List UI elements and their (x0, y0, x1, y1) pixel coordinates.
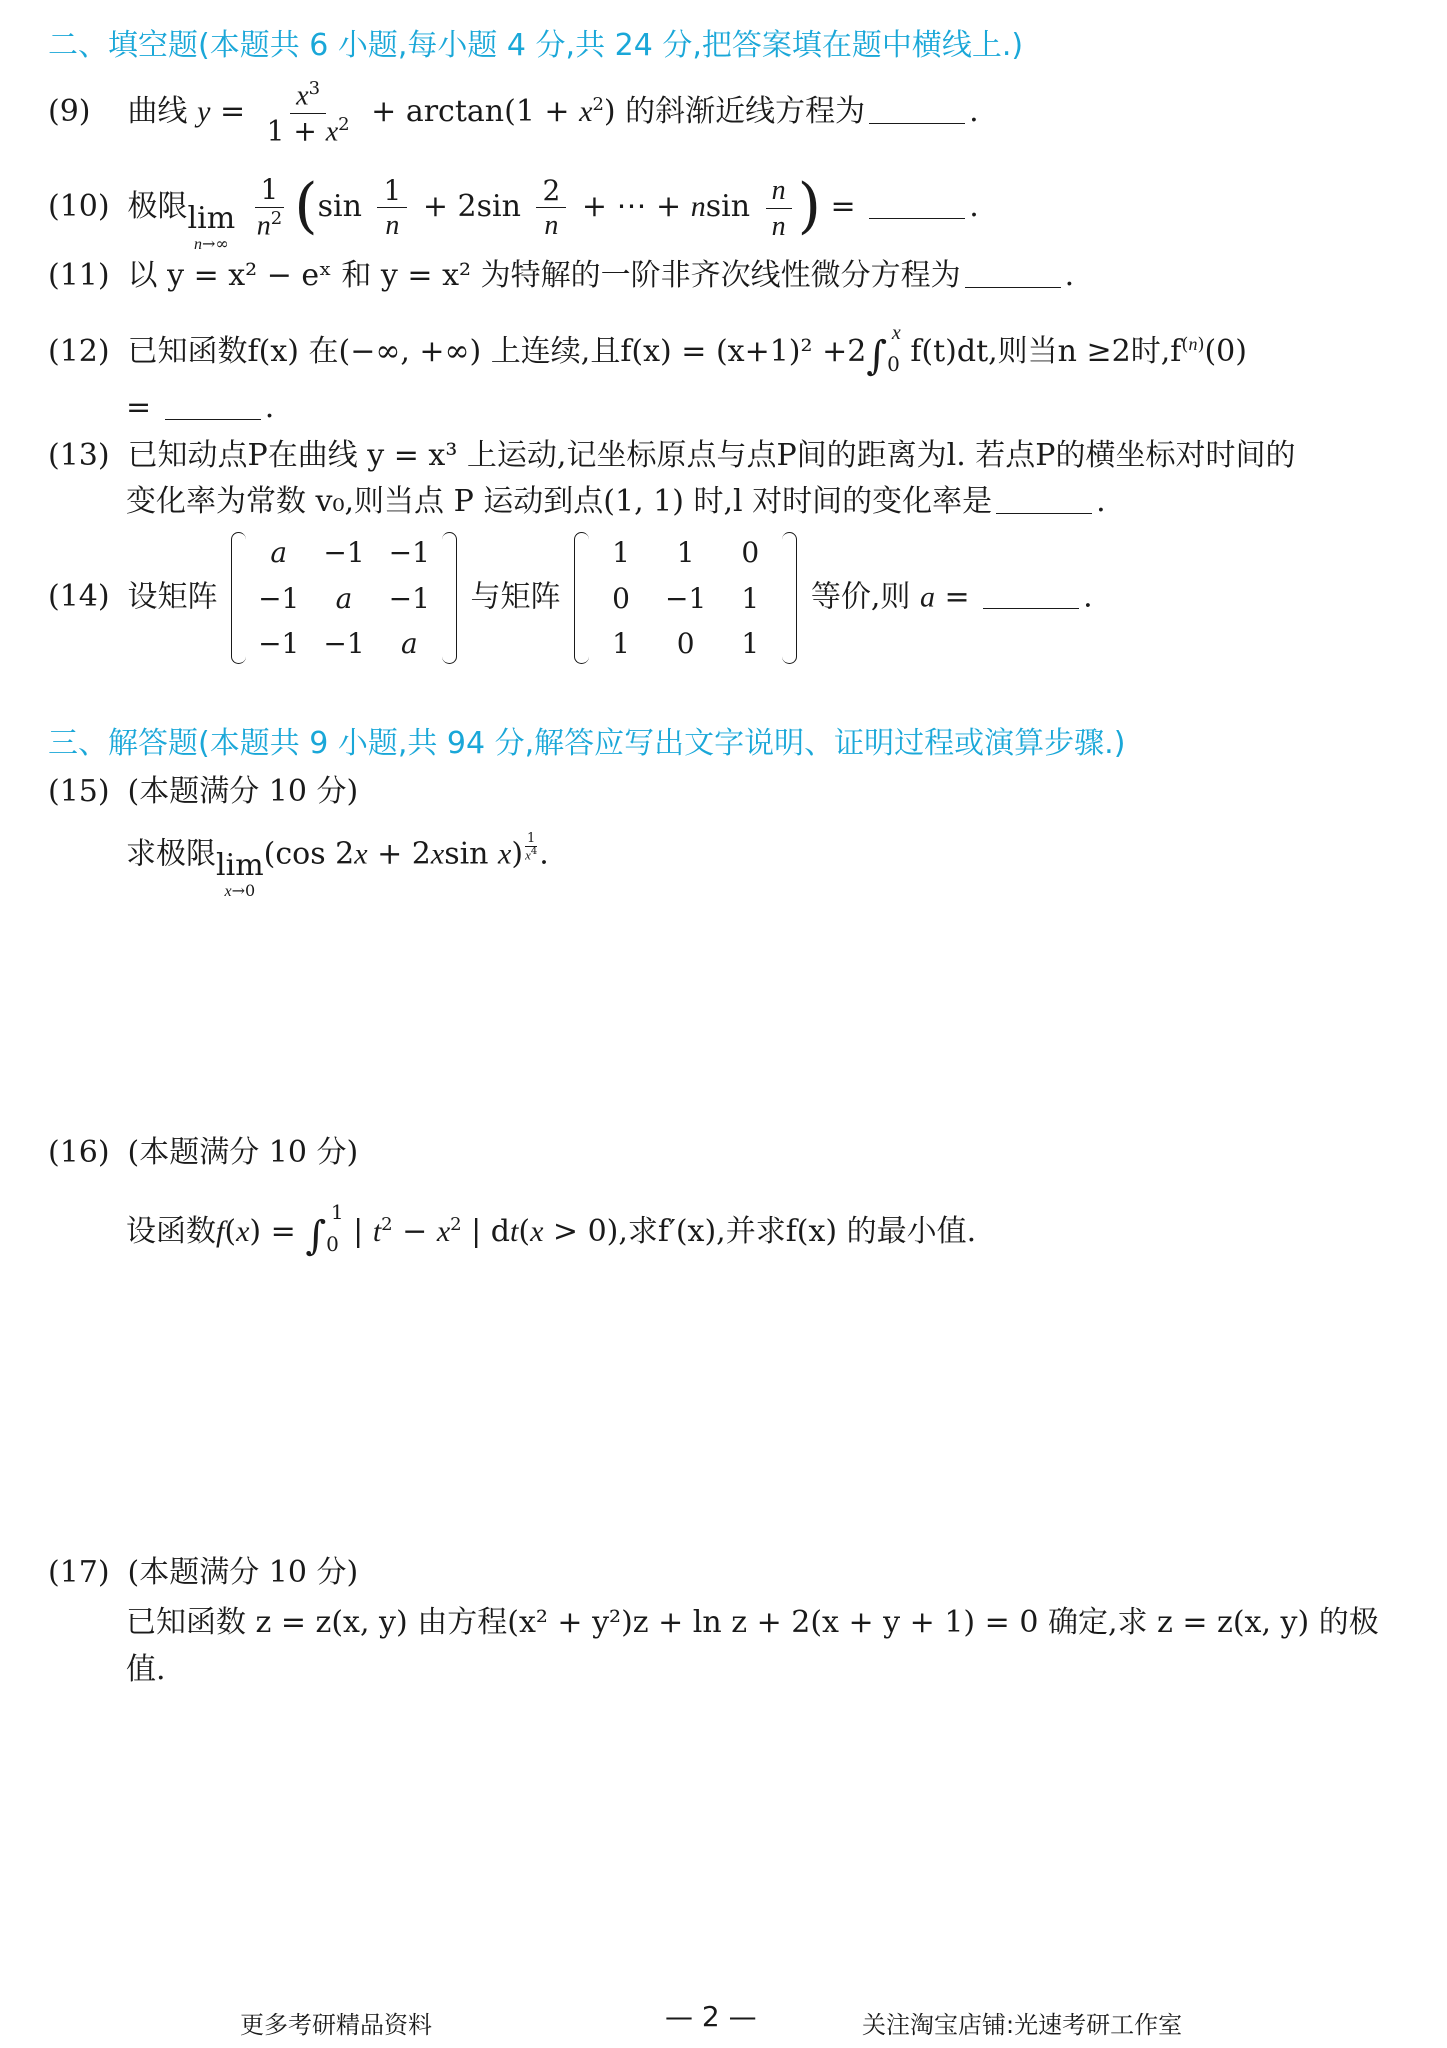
matrix-cell: 1 (612, 536, 630, 569)
matrix-cell: −1 (388, 581, 430, 615)
question-number: (16) (48, 1135, 110, 1170)
question-text: 求极限 (126, 836, 216, 872)
matrix-cell: 1 (612, 627, 630, 661)
matrix-b (574, 530, 797, 667)
question-text: 变化率为常数 v₀,则当点 P 运动到点(1, 1) 时,l 对时间的变化率是 (126, 484, 993, 519)
question-15 (48, 774, 358, 810)
question-text: 值. (126, 1652, 166, 1687)
question-17-body (126, 1605, 1379, 1641)
matrix-cell: −1 (258, 581, 300, 615)
question-15-body: 求极限 lim x→0 (cos 2x + 2xsin x) $^{\frac{1}{x^4}}$ . (126, 831, 549, 901)
matrix-cell: 1 (676, 536, 695, 569)
fill-blank-section-header: 二、填空题(本题共 6 小题,每小题 4 分,共 24 分,把答案填在题中横线上.) (48, 28, 1024, 63)
answer-blank[interactable] (983, 608, 1079, 609)
matrix-cell: −1 (323, 627, 365, 661)
question-17-body-2 (126, 1652, 166, 1688)
question-text: f(t)dt,则当n ≥2时,f (910, 334, 1182, 369)
question-text: 曲线 (127, 94, 188, 130)
matrix-cell: a (400, 627, 418, 661)
question-score: (本题满分 10 分) (127, 774, 359, 809)
fraction: $\frac{x^3}{1 + x^2}$ (266, 78, 350, 148)
question-text: (0) (1204, 334, 1247, 369)
matrix-cell: a (270, 536, 288, 569)
question-text: ,求f′(x),并求f(x) 的最小值. (618, 1214, 977, 1249)
answer-section-header: 三、解答题(本题共 9 小题,共 94 分,解答应写出文字说明、证明过程或演算步骤.) (48, 726, 1126, 761)
question-number: (10) (48, 189, 110, 224)
matrix-a (231, 530, 457, 667)
question-13-line2: 变化率为常数 v₀,则当点 P 运动到点(1, 1) 时,l 对时间的变化率是 . (126, 484, 1106, 519)
answer-blank[interactable] (869, 218, 965, 219)
question-text: 已知动点P在曲线 y = x³ 上运动,记坐标原点与点P间的距离为l. 若点P的横坐标对时间的 (127, 438, 1296, 473)
question-13 (48, 438, 1295, 474)
question-score: (本题满分 10 分) (127, 1135, 359, 1170)
question-number: (15) (48, 774, 110, 809)
matrix-cell: −1 (323, 536, 365, 569)
question-number: (14) (48, 579, 110, 615)
question-number: (11) (48, 258, 110, 293)
matrix-cell: 0 (741, 536, 760, 569)
question-12: (12) 已知函数f(x) 在(−∞, +∞) 上连续,且$f(x) = (x+1)^2 +2\int_0^x$ f(t)dt,则当n ≥2时$,f^{(n)}(0)$ (48, 322, 1247, 379)
question-12-answer: = . (126, 390, 275, 425)
matrix-cell: a (335, 581, 353, 615)
answer-blank[interactable] (996, 513, 1092, 514)
question-score: (本题满分 10 分) (127, 1555, 359, 1590)
matrix-cell: 1 (741, 581, 760, 615)
question-number: (9) (48, 94, 91, 130)
question-text: 已知函数 z = z(x, y) 由方程(x² + y²)z + ln z + 2(x + y + 1) = 0 确定,求 z = z(x, y) 的极 (126, 1605, 1379, 1640)
question-text: 的斜渐近线方程为 (625, 94, 866, 130)
question-text: 设函数 (126, 1214, 216, 1249)
question-11: (11) 以 y = x² − eˣ 和 y = x² 为特解的一阶非齐次线性微分方程为 . (48, 258, 1075, 293)
question-14: (14) 设矩阵 a −1 −1 −1 a −1 −1 −1 a 与矩阵 1 1 0 0 −1 1 1 0 1 等价,则 a = . (48, 530, 1093, 667)
answer-blank[interactable] (165, 419, 261, 420)
question-text: 已知函数f(x) 在(−∞, +∞) 上连续,且f(x) = (x+1)² +2 (127, 334, 867, 369)
question-number: (12) (48, 334, 110, 369)
question-text: 极限 (127, 189, 188, 224)
matrix-cell: −1 (665, 581, 707, 615)
question-16-body: 设函数$f(x) = \int_0^1$ | $t^2 - x^2$ | dt(x > 0),求f′(x),并求f(x) 的最小值. (126, 1200, 977, 1259)
question-9: (9) 曲线 y = $\frac{x^3}{1 + x^2}$ + $\arctan(1 + x^2)$ 的斜渐近线方程为 . (48, 78, 979, 148)
footer-left: 更多考研精品资料 (240, 2011, 432, 2039)
question-10: (10) 极限 lim n→∞ $\frac{1}{n^2}$ (sin $\frac{1}{n}$ + 2sin $\frac{2}{n}$ + ⋯ + nsin $\frac{n}{n}$ ) = . (48, 171, 979, 253)
question-17 (48, 1555, 358, 1591)
page-number: — 2 — (665, 2000, 757, 2033)
question-text: 设矩阵 (127, 579, 218, 615)
matrix-cell: −1 (258, 627, 300, 661)
question-number: (17) (48, 1555, 110, 1590)
question-number: (13) (48, 438, 110, 473)
answer-blank[interactable] (965, 287, 1061, 288)
matrix-cell: 0 (612, 581, 630, 615)
question-text: 等价,则 (810, 579, 911, 615)
footer-right: 关注淘宝店铺:光速考研工作室 (862, 2011, 1183, 2039)
matrix-cell: 1 (741, 627, 760, 661)
question-text: 以 y = x² − eˣ 和 y = x² 为特解的一阶非齐次线性微分方程为 (127, 258, 961, 293)
matrix-cell: 0 (676, 627, 695, 661)
question-text: 与矩阵 (470, 579, 561, 615)
answer-blank[interactable] (869, 123, 965, 124)
matrix-cell: −1 (388, 536, 430, 569)
question-16 (48, 1135, 358, 1171)
